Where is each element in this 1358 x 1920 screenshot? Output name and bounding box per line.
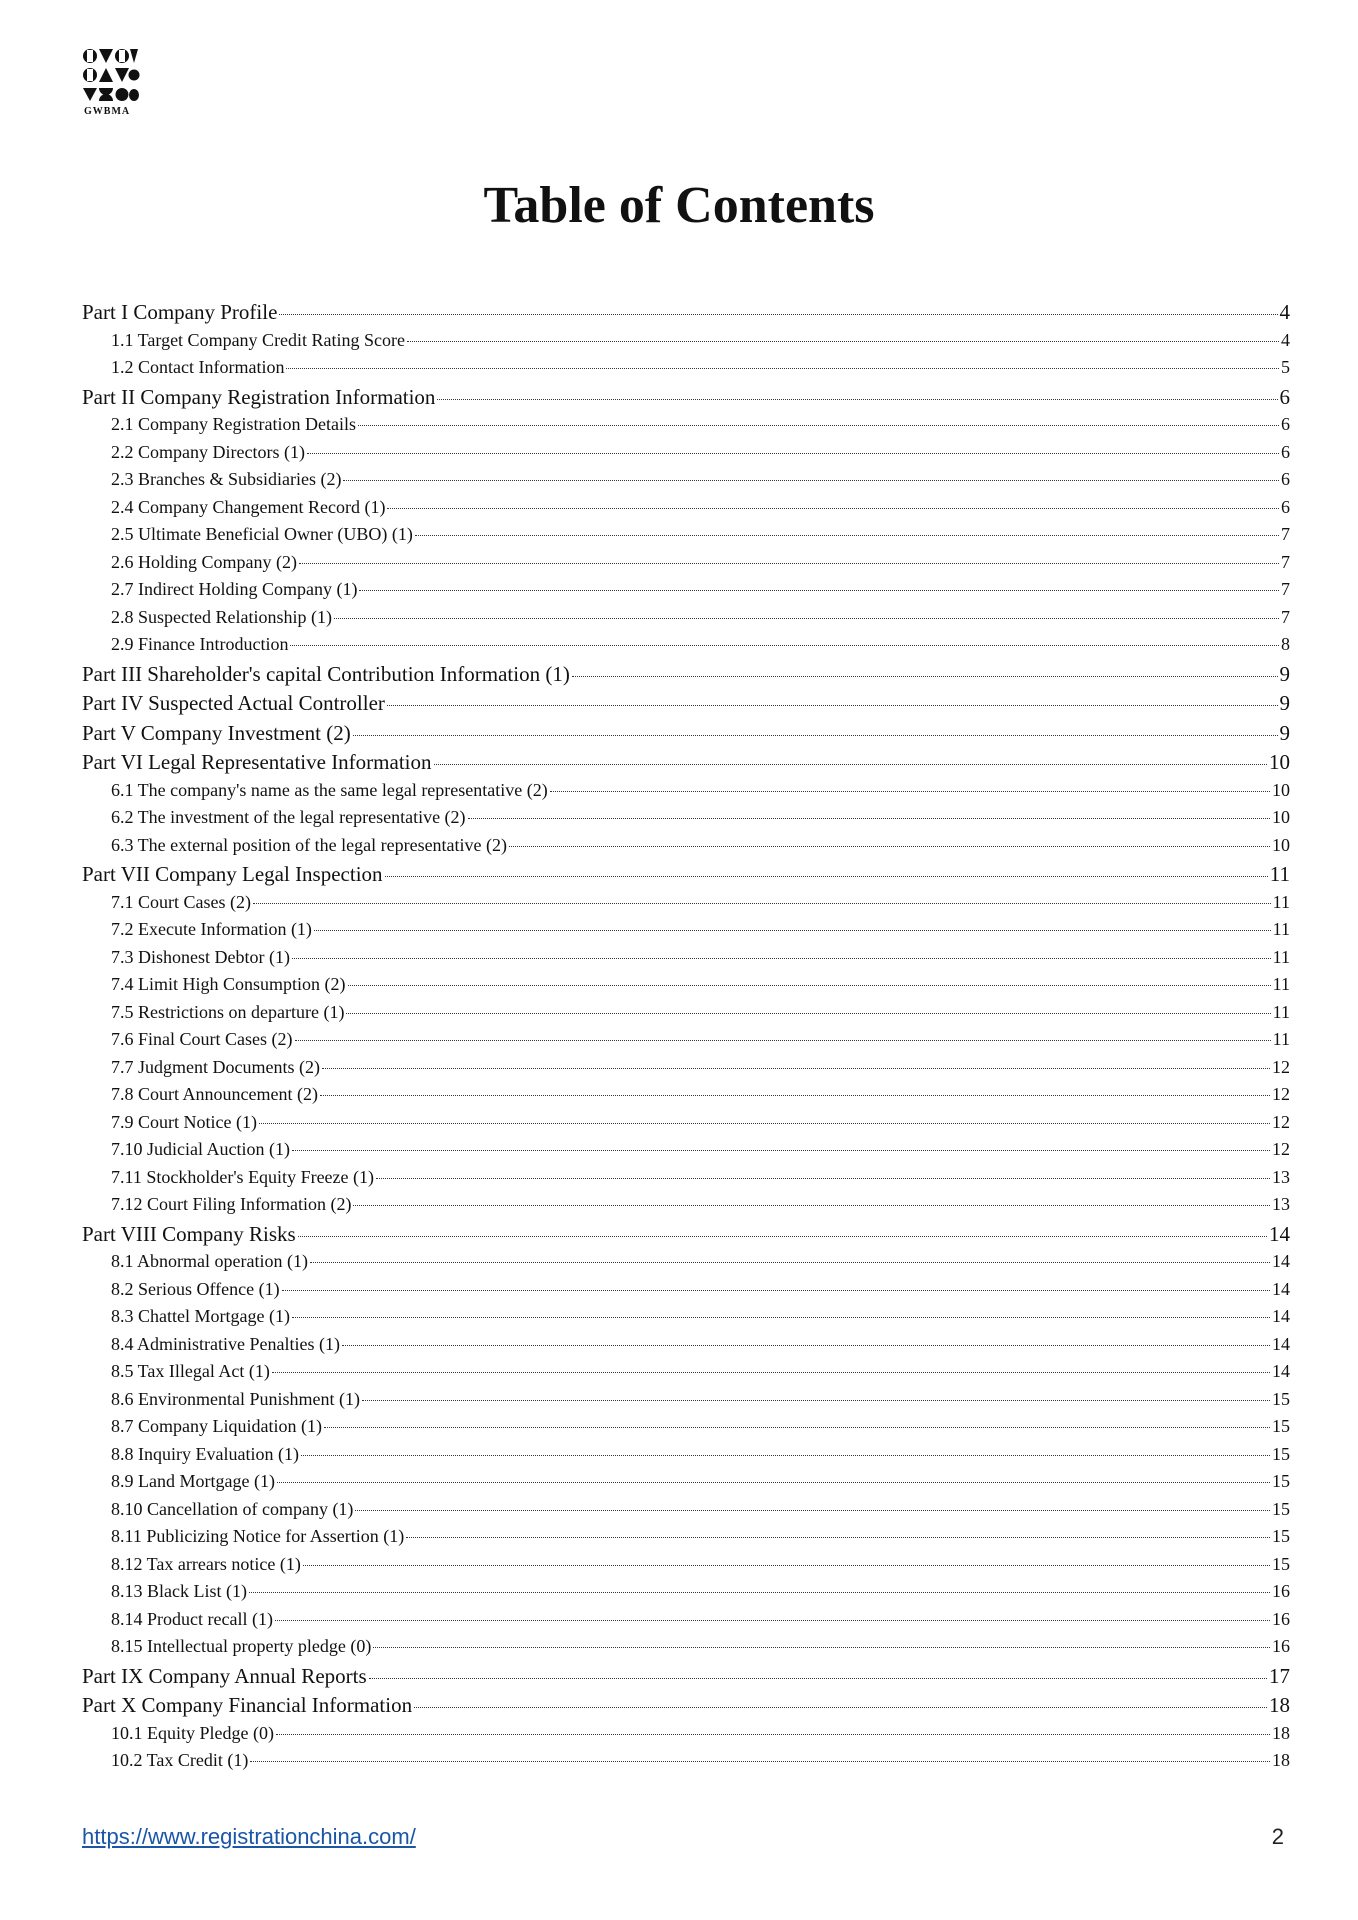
toc-section-entry[interactable]: [82, 919, 1290, 947]
toc-entry-label: 8.6 Environmental Punishment (1): [111, 1388, 360, 1409]
toc-entry-page: 10: [1272, 834, 1290, 855]
toc-part-entry[interactable]: [82, 300, 1290, 330]
toc-entry-label: Part I Company Profile: [82, 300, 278, 324]
toc-entry-page: 18: [1272, 1722, 1290, 1743]
toc-entry-page: 15: [1272, 1443, 1290, 1464]
toc-entry-label: 2.4 Company Changement Record (1): [111, 496, 386, 517]
dot-leader: [290, 644, 1279, 646]
company-logo: [82, 48, 142, 117]
toc-section-entry[interactable]: [82, 634, 1290, 662]
dot-leader: [359, 589, 1279, 591]
dot-leader: [324, 1426, 1270, 1428]
toc-entry-label: 8.9 Land Mortgage (1): [111, 1471, 275, 1491]
dot-leader: [550, 790, 1270, 792]
toc-entry-page: 18: [1272, 1750, 1290, 1770]
toc-section-entry[interactable]: [82, 1029, 1290, 1057]
toc-entry-label: 2.2 Company Directors (1): [111, 441, 305, 462]
toc-section-entry[interactable]: [82, 1581, 1290, 1609]
toc-section-entry[interactable]: [82, 1636, 1290, 1664]
toc-entry-label: Part VII Company Legal Inspection: [82, 862, 383, 886]
toc-entry-label: 7.11 Stockholder's Equity Freeze (1): [111, 1166, 375, 1187]
toc-entry-label: 7.12 Court Filing Information (2): [111, 1194, 352, 1214]
toc-entry-page: 14: [1272, 1278, 1290, 1299]
toc-entry-label: 7.10 Judicial Auction (1): [111, 1139, 290, 1159]
dot-leader: [353, 1204, 1270, 1206]
toc-section-entry[interactable]: [82, 1554, 1290, 1582]
toc-section-entry[interactable]: [82, 1057, 1290, 1085]
toc-entry-label: 10.1 Equity Pledge (0): [111, 1722, 274, 1743]
toc-entry-label: 8.2 Serious Offence (1): [111, 1278, 280, 1299]
toc-entry-page: 15: [1272, 1553, 1290, 1574]
toc-section-entry[interactable]: [82, 607, 1290, 635]
dot-leader: [259, 1122, 1270, 1124]
page-number: 2: [1271, 1824, 1284, 1849]
toc-entry-page: 6: [1281, 414, 1290, 434]
toc-entry-label: 8.4 Administrative Penalties (1): [111, 1333, 340, 1354]
toc-entry-page: 6: [1281, 469, 1290, 489]
toc-section-entry[interactable]: [82, 1194, 1290, 1222]
dot-leader: [272, 1371, 1270, 1373]
toc-entry-label: 2.7 Indirect Holding Company (1): [111, 579, 358, 599]
toc-entry-page: 5: [1281, 357, 1290, 377]
toc-entry-label: 8.5 Tax Illegal Act (1): [111, 1361, 270, 1381]
toc-entry-label: Part VI Legal Representative Information: [82, 750, 432, 774]
toc-part-entry[interactable]: [82, 385, 1290, 415]
dot-leader: [369, 1677, 1267, 1679]
dot-leader: [295, 1039, 1271, 1041]
toc-section-entry[interactable]: [82, 1112, 1290, 1140]
toc-entry-page: 12: [1272, 1139, 1290, 1159]
toc-section-entry[interactable]: [82, 1389, 1290, 1417]
toc-section-entry[interactable]: [82, 552, 1290, 580]
toc-entry-label: 8.7 Company Liquidation (1): [111, 1416, 322, 1436]
website-link[interactable]: https://www.registrationchina.com/: [82, 1824, 416, 1849]
toc-entry-page: 17: [1269, 1663, 1290, 1688]
toc-entry-page: 9: [1279, 661, 1290, 686]
toc-entry-page: 18: [1269, 1693, 1290, 1717]
toc-section-entry[interactable]: [82, 1416, 1290, 1444]
dot-leader: [292, 957, 1271, 959]
toc-section-entry[interactable]: [82, 1251, 1290, 1279]
toc-entry-label: 7.7 Judgment Documents (2): [111, 1056, 320, 1077]
toc-entry-page: 12: [1272, 1084, 1290, 1104]
toc-entry-page: 6: [1281, 496, 1290, 517]
toc-section-entry[interactable]: [82, 579, 1290, 607]
toc-entry-page: 10: [1272, 779, 1290, 800]
toc-section-entry[interactable]: [82, 835, 1290, 863]
toc-entry-label: Part III Shareholder's capital Contribution Information (1): [82, 661, 570, 686]
toc-section-entry[interactable]: [82, 414, 1290, 442]
dot-leader: [407, 340, 1279, 342]
dot-leader: [276, 1733, 1270, 1735]
toc-section-entry[interactable]: [82, 1444, 1290, 1472]
dot-leader: [343, 479, 1279, 481]
toc-entry-page: 13: [1272, 1194, 1290, 1214]
toc-entry-page: 10: [1269, 750, 1290, 774]
dot-leader: [414, 1706, 1267, 1708]
toc-entry-page: 14: [1272, 1251, 1290, 1271]
toc-entry-page: 7: [1281, 524, 1290, 544]
toc-part-entry[interactable]: [82, 1693, 1290, 1723]
toc-part-entry[interactable]: [82, 862, 1290, 892]
toc-entry-page: 15: [1272, 1388, 1290, 1409]
toc-entry-label: 8.14 Product recall (1): [111, 1608, 273, 1629]
toc-section-entry[interactable]: [82, 442, 1290, 470]
toc-entry-page: 12: [1272, 1056, 1290, 1077]
toc-entry-label: 2.8 Suspected Relationship (1): [111, 606, 332, 627]
toc-entry-label: Part V Company Investment (2): [82, 720, 351, 745]
toc-entry-page: 15: [1272, 1416, 1290, 1436]
dot-leader: [298, 1235, 1267, 1237]
toc-entry-label: 8.12 Tax arrears notice (1): [111, 1553, 301, 1574]
toc-section-entry[interactable]: [82, 330, 1290, 358]
toc-section-entry[interactable]: [82, 1526, 1290, 1554]
toc-entry-page: 15: [1272, 1526, 1290, 1546]
toc-section-entry[interactable]: [82, 892, 1290, 920]
toc-entry-page: 8: [1281, 634, 1290, 654]
toc-entry-page: 11: [1272, 946, 1290, 967]
dot-leader: [406, 1536, 1270, 1538]
toc-section-entry[interactable]: [82, 1499, 1290, 1527]
toc-entry-page: 16: [1272, 1581, 1290, 1601]
toc-entry-page: 13: [1272, 1166, 1290, 1187]
toc-entry-label: 7.4 Limit High Consumption (2): [111, 974, 346, 994]
dot-leader: [292, 1316, 1270, 1318]
dot-leader: [301, 1454, 1270, 1456]
dot-leader: [342, 1344, 1270, 1346]
dot-leader: [348, 984, 1271, 986]
toc-entry-page: 14: [1272, 1361, 1290, 1381]
dot-leader: [434, 763, 1268, 765]
toc-entry-page: 6: [1279, 384, 1290, 409]
dot-leader: [353, 734, 1278, 736]
toc-entry-page: 9: [1279, 720, 1290, 745]
toc-entry-label: Part IX Company Annual Reports: [82, 1663, 367, 1688]
toc-section-entry[interactable]: [82, 1750, 1290, 1778]
toc-section-entry[interactable]: [82, 947, 1290, 975]
dot-leader: [572, 675, 1278, 677]
dot-leader: [334, 617, 1279, 619]
dot-leader: [376, 1177, 1270, 1179]
toc-entry-label: 2.9 Finance Introduction: [111, 634, 289, 654]
toc-section-entry[interactable]: [82, 780, 1290, 808]
toc-entry-label: 8.13 Black List (1): [111, 1581, 247, 1601]
toc-entry-page: 10: [1272, 807, 1290, 827]
toc-entry-label: 7.6 Final Court Cases (2): [111, 1029, 293, 1049]
dot-leader: [299, 562, 1279, 564]
dot-leader: [437, 398, 1277, 400]
toc-section-entry[interactable]: [82, 1167, 1290, 1195]
toc-entry-page: 15: [1272, 1471, 1290, 1491]
toc-entry-page: 6: [1281, 441, 1290, 462]
toc-entry-label: 8.10 Cancellation of company (1): [111, 1498, 354, 1519]
toc-section-entry[interactable]: [82, 1139, 1290, 1167]
toc-section-entry[interactable]: [82, 524, 1290, 552]
toc-entry-label: Part IV Suspected Actual Controller: [82, 691, 385, 715]
toc-entry-label: 7.8 Court Announcement (2): [111, 1084, 318, 1104]
toc-entry-label: 7.9 Court Notice (1): [111, 1111, 257, 1132]
dot-leader: [286, 367, 1279, 369]
dot-leader: [249, 1591, 1270, 1593]
toc-entry-page: 7: [1281, 579, 1290, 599]
toc-entry-label: 7.5 Restrictions on departure (1): [111, 1001, 345, 1022]
toc-entry-label: 2.5 Ultimate Beneficial Owner (UBO) (1): [111, 524, 413, 544]
toc-section-entry[interactable]: [82, 1471, 1290, 1499]
dot-leader: [387, 507, 1279, 509]
toc-entry-label: 8.8 Inquiry Evaluation (1): [111, 1443, 299, 1464]
dot-leader: [277, 1481, 1270, 1483]
toc-section-entry[interactable]: [82, 1334, 1290, 1362]
toc-entry-label: 8.1 Abnormal operation (1): [111, 1251, 308, 1271]
toc-entry-page: 15: [1272, 1498, 1290, 1519]
toc-entry-label: 1.2 Contact Information: [111, 357, 285, 377]
toc-part-entry[interactable]: [82, 662, 1290, 692]
toc-entry-label: 1.1 Target Company Credit Rating Score: [111, 329, 406, 350]
toc-entry-label: 7.2 Execute Information (1): [111, 919, 312, 939]
dot-leader: [358, 424, 1279, 426]
dot-leader: [387, 704, 1278, 706]
dot-leader: [253, 902, 1271, 904]
toc-entry-label: 2.6 Holding Company (2): [111, 551, 297, 572]
page-title: Table of Contents: [483, 177, 875, 234]
dot-leader: [509, 845, 1270, 847]
dot-leader: [346, 1012, 1270, 1014]
toc-entry-label: 6.1 The company's name as the same legal representative (2): [111, 779, 548, 800]
toc-entry-label: Part VIII Company Risks: [82, 1221, 296, 1246]
toc-entry-label: 8.11 Publicizing Notice for Assertion (1): [111, 1526, 405, 1546]
toc-section-entry[interactable]: [82, 807, 1290, 835]
dot-leader: [303, 1564, 1270, 1566]
dot-leader: [250, 1760, 1270, 1762]
toc-entry-page: 16: [1272, 1636, 1290, 1656]
toc-entry-page: 11: [1272, 1029, 1290, 1049]
toc-entry-page: 7: [1281, 551, 1290, 572]
toc-entry-label: 2.1 Company Registration Details: [111, 414, 356, 434]
dot-leader: [292, 1149, 1270, 1151]
toc-section-entry[interactable]: [82, 1279, 1290, 1307]
toc-section-entry[interactable]: [82, 1002, 1290, 1030]
toc-part-entry[interactable]: [82, 1664, 1290, 1694]
toc-section-entry[interactable]: [82, 1306, 1290, 1334]
toc-section-entry[interactable]: [82, 497, 1290, 525]
toc-section-entry[interactable]: [82, 1609, 1290, 1637]
toc-entry-label: 7.3 Dishonest Debtor (1): [111, 946, 290, 967]
dot-leader: [468, 817, 1270, 819]
toc-entry-label: 7.1 Court Cases (2): [111, 891, 251, 912]
dot-leader: [373, 1646, 1270, 1648]
toc-entry-label: 8.3 Chattel Mortgage (1): [111, 1306, 290, 1326]
logo-text: GWBMA: [84, 106, 131, 117]
toc-section-entry[interactable]: [82, 469, 1290, 497]
toc-entry-page: 14: [1272, 1333, 1290, 1354]
toc-section-entry[interactable]: [82, 1723, 1290, 1751]
toc-section-entry[interactable]: [82, 974, 1290, 1002]
toc-section-entry[interactable]: [82, 1361, 1290, 1389]
toc-part-entry[interactable]: [82, 1222, 1290, 1252]
dot-leader: [314, 929, 1271, 931]
toc-entry-page: 7: [1281, 606, 1290, 627]
dot-leader: [320, 1094, 1270, 1096]
toc-part-entry[interactable]: [82, 721, 1290, 751]
toc-entry-page: 14: [1269, 1221, 1290, 1246]
toc-entry-page: 11: [1272, 891, 1290, 912]
toc-entry-label: 6.3 The external position of the legal representative (2): [111, 834, 508, 855]
toc-section-entry[interactable]: [82, 1084, 1290, 1112]
toc-entry-page: 11: [1272, 919, 1290, 939]
dot-leader: [415, 534, 1279, 536]
dot-leader: [310, 1261, 1270, 1263]
dot-leader: [307, 452, 1279, 454]
toc-entry-label: 10.2 Tax Credit (1): [111, 1750, 249, 1770]
toc-entry-label: 2.3 Branches & Subsidiaries (2): [111, 469, 342, 489]
dot-leader: [282, 1289, 1270, 1291]
toc-section-entry[interactable]: [82, 357, 1290, 385]
dot-leader: [279, 313, 1277, 315]
toc-entry-label: Part II Company Registration Information: [82, 384, 436, 409]
toc-entry-page: 12: [1272, 1111, 1290, 1132]
dot-leader: [355, 1509, 1270, 1511]
toc-entry-page: 11: [1272, 1001, 1290, 1022]
toc-entry-page: 4: [1279, 300, 1290, 324]
toc-entry-page: 16: [1272, 1608, 1290, 1629]
dot-leader: [322, 1067, 1270, 1069]
toc-entry-page: 4: [1281, 329, 1290, 350]
toc-entry-page: 11: [1272, 974, 1290, 994]
toc-part-entry[interactable]: [82, 691, 1290, 721]
toc-entry-page: 11: [1269, 862, 1290, 886]
toc-entry-page: 9: [1279, 691, 1290, 715]
toc-entry-label: 6.2 The investment of the legal representative (2): [111, 807, 466, 827]
dot-leader: [362, 1399, 1270, 1401]
toc-entry-label: Part X Company Financial Information: [82, 1693, 413, 1717]
toc-entry-label: 8.15 Intellectual property pledge (0): [111, 1636, 372, 1656]
dot-leader: [385, 875, 1268, 877]
toc-entry-page: 14: [1272, 1306, 1290, 1326]
toc-part-entry[interactable]: [82, 750, 1290, 780]
table-of-contents: [82, 300, 1290, 1778]
dot-leader: [275, 1619, 1270, 1621]
gwbma-logo-icon: [82, 48, 140, 102]
